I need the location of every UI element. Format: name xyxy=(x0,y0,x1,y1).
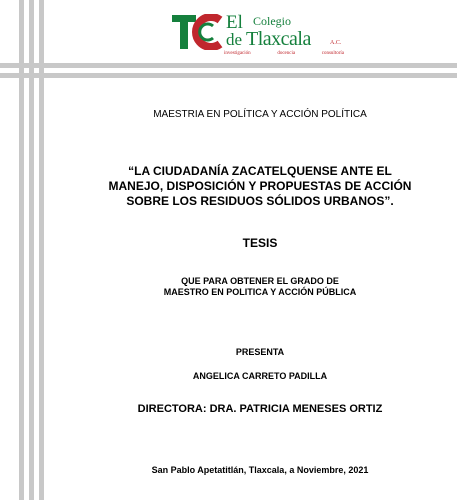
degree-purpose xyxy=(70,276,450,298)
decorative-horizontal-line-1 xyxy=(0,63,457,68)
thesis-title-line: SOBRE LOS RESIDUOS SÓLIDOS URBANOS”. xyxy=(126,194,394,208)
logo-word-de: de xyxy=(226,30,243,49)
thesis-title-line: “LA CIUDADANÍA ZACATELQUENSE ANTE EL xyxy=(128,164,392,178)
colegio-logo-wordmark xyxy=(224,10,344,56)
thesis-title xyxy=(70,164,450,209)
degree-purpose-line: MAESTRO EN POLITICA Y ACCIÓN PÚBLICA xyxy=(163,287,357,297)
colegio-logo-icon xyxy=(172,14,226,50)
logo-tagline: consultoría xyxy=(321,51,344,56)
logo-word-ac: A.C. xyxy=(330,40,342,46)
document-type: TESIS xyxy=(242,236,278,250)
logo-tagline: investigación xyxy=(224,51,251,56)
program-name: MAESTRIA EN POLÍTICA Y ACCIÓN POLÍTICA xyxy=(153,109,367,120)
decorative-horizontal-line-2 xyxy=(0,73,457,78)
logo-word-tlaxcala: Tlaxcala xyxy=(246,28,311,50)
presenta-label: PRESENTA xyxy=(235,347,285,357)
place-and-date: San Pablo Apetatitlán, Tlaxcala, a Noviembre, 2021 xyxy=(151,465,369,475)
logo-tagline: docencia xyxy=(277,51,296,56)
degree-purpose-line: QUE PARA OBTENER EL GRADO DE xyxy=(181,276,339,286)
author-name: ANGELICA CARRETO PADILLA xyxy=(192,371,328,381)
thesis-director: DIRECTORA: DRA. PATRICIA MENESES ORTIZ xyxy=(137,403,383,415)
logo-taglines xyxy=(224,51,344,56)
logo-word-el: El xyxy=(226,12,243,33)
thesis-title-line: MANEJO, DISPOSICIÓN Y PROPUESTAS DE ACCIÓN xyxy=(108,179,412,193)
logo-word-colegio: Colegio xyxy=(253,14,291,28)
